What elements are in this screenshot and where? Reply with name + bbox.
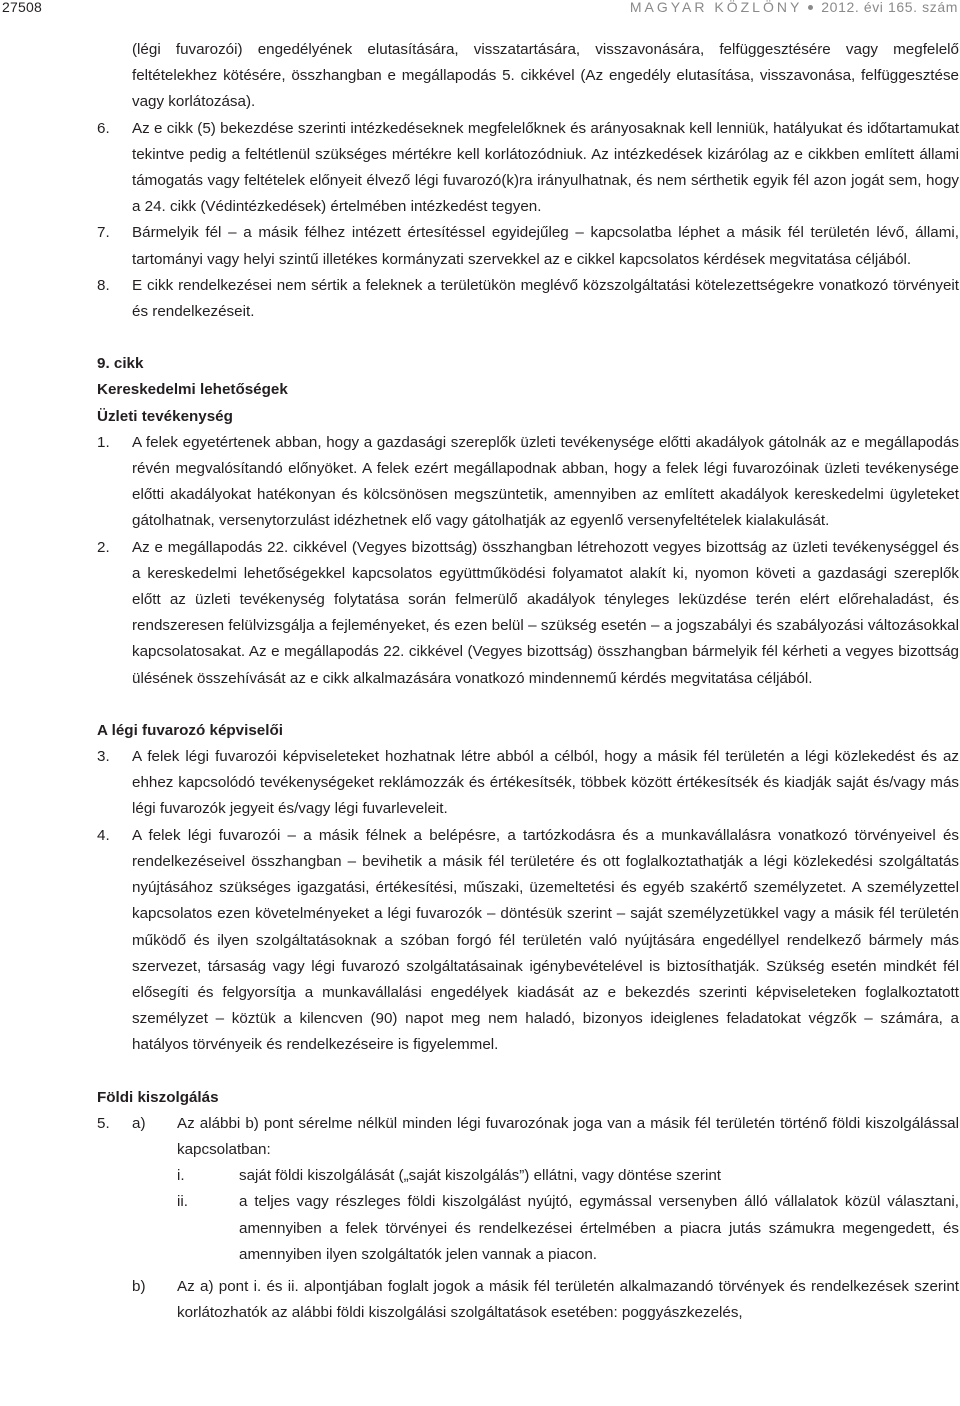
paragraph-number: 5. (97, 1114, 110, 1132)
paragraph-text: Az e cikk (5) bekezdése szerinti intézkedéseknek megfelelőknek és arányosaknak kell lenniük, hatályukat és időtartamukat tekintve pedig a feltétlenül szükséges mértékre kell korlátozódniuk. Az intézkedések kizárólag az e cikkben említett állami támogatás vagy feltételek előnyeit élvező légi fuvarozó(k)ra irányulhatnak, és nem sérthetik egyik fél azon jogát sem, hogy a 24. cikk (Védintézkedések) értelmében intézkedést tegyen. (132, 119, 959, 216)
paragraph-number: 1. (97, 433, 110, 451)
paragraph-7 (97, 220, 959, 272)
paragraph-number: 3. (97, 748, 110, 766)
point-letter: b) (132, 1277, 146, 1295)
article-title: Kereskedelmi lehetőségek (97, 381, 288, 399)
paragraph-8 (97, 273, 959, 325)
paragraph-text: Bármelyik fél – a másik félhez intézett értesítéssel egyidejűleg – kapcsolatba léphet a másik fél területén lévő, állami, tartományi vagy helyi szintű illetékes kormányzati szervekkel az e cikkel kapcsolatos kérdések megvitatása céljából. (132, 224, 959, 268)
paragraph-1 (97, 430, 959, 535)
paragraph-number: 7. (97, 224, 110, 242)
subpoint-i (97, 1163, 959, 1189)
paragraph-text: E cikk rendelkezései nem sértik a feleknek a területükön meglévő közszolgáltatási kötelezettségekre vonatkozó törvényeit és rendelkezéseit. (132, 276, 959, 321)
section-heading: Földi kiszolgálás (97, 1088, 219, 1106)
paragraph-5a (97, 1111, 959, 1163)
paragraph-2 (97, 535, 959, 692)
section-heading: Üzleti tevékenység (97, 407, 233, 425)
section-heading-block (97, 718, 959, 744)
paragraph-3 (97, 744, 959, 823)
article-heading (97, 351, 959, 430)
paragraph-text: Az e megállapodás 22. cikkével (Vegyes bizottság) összhangban létrehozott vegyes bizottság az üzleti tevékenységgel és a kereskedelmi lehetőségekkel kapcsolatos együttműködési folyamatot alakít ki, nyomon követi a gazdasági szereplők előtt az üzleti tevékenység folytatása során felmerülő akadályok tényleges leküzdése terén elért előrehaladást, és rendszeresen felülvizsgálja a fejleményeket, és ezen belül – szükség esetén – a jogszabályi és szabályozási változásokkal kapcsolatosakat. Az e megállapodás 22. cikkével (Vegyes bizottság) összhangban bármelyik fél kérheti a vegyes bizottság ülésének összehívását az e cikk alkalmazására vonatkozó mindennemű kérdés megvitatása céljából. (132, 538, 959, 687)
point-letter: a) (132, 1114, 146, 1132)
issue-label: 2012. évi 165. szám (821, 0, 958, 15)
subpoint-text: saját földi kiszolgálását („saját kiszolgálás”) ellátni, vagy döntése szerint (239, 1167, 722, 1185)
gazette-title: MAGYAR KÖZLÖNY (629, 0, 803, 15)
paragraph-number: 6. (97, 119, 110, 137)
page-header (0, 0, 960, 22)
paragraph-number: 8. (97, 276, 110, 294)
paragraph-text: A felek légi fuvarozói – a másik félnek a belépésre, a tartózkodásra és a munkavállalásra vonatkozó törvényeivel és rendelkezéseivel összhangban – bevihetik a másik fél területére és ott foglalkoztathatják a légi közlekedési szolgáltatás nyújtásához szükséges igazgatási, értékesítési, műszaki, üzemeltetési és egyéb szakértő személyzetet. A személyzettel kapcsolatos ezen követelményeket a légi fuvarozók – döntésük szerint – saját személyzetükkel vagy a másik fél területén működő és ilyen szolgáltatásoknak a szóban forgó fél területén való nyújtására engedéllyel rendelkező bármely más szervezet, társaság vagy légi fuvarozó szolgáltatásainak igénybevételével is biztosíthatják. Szükség esetén mindkét fél elősegíti és felgyorsítja a munkavállalási engedélyek kiadását az e bekezdés szerinti képviseleteken foglalkoztatott személyzet – köztük a kilencven (90) napot meg nem haladó, bizonyos ideiglenes feladatokat végzők – számára, a hatályos törvényeik és rendelkezéseire is figyelemmel. (132, 826, 959, 1054)
subpoint-number: ii. (177, 1193, 188, 1211)
subpoint-number: i. (177, 1167, 185, 1185)
paragraph-number: 4. (97, 826, 110, 844)
subpoint-text: a teljes vagy részleges földi kiszolgálást nyújtó, egymással versenyben álló vállalatok közül választani, amennyiben a felek törvényei és rendelkezései értelmében a piacra jutás számukra megengedett, és amennyiben ilyen szolgáltatók jelen vannak a piacon. (239, 1193, 959, 1263)
subpoint-ii (97, 1189, 959, 1268)
section-heading: A légi fuvarozó képviselői (97, 721, 283, 739)
document-body (97, 37, 959, 1326)
paragraph-continued (97, 37, 959, 116)
paragraph-text: Az a) pont i. és ii. alpontjában foglalt jogok a másik fél területén alkalmazandó törvények és rendelkezések szerint korlátozhatók az alábbi földi kiszolgálási szolgáltatások esetében: poggyászkezelés, (177, 1277, 959, 1322)
paragraph-5b (97, 1274, 959, 1326)
paragraph-text: A felek egyetértenek abban, hogy a gazdasági szereplők üzleti tevékenysége előtti akadályok gátolnák az e megállapodás révén megvalósítandó előnyöket. A felek ezért megállapodnak abban, hogy a felek légi fuvarozóinak üzleti tevékenysége előtti akadályokat hatékonyan és kölcsönösen megszüntetik, amennyiben az említett akadályok kereskedelmi ügyleteket gátolhatnak, versenytorzulást idézhetnek elő vagy gátolhatják az egyenlő versenyfeltételek kialakulását. (132, 433, 959, 530)
page-number: 27508 (2, 0, 42, 15)
gazette-label (630, 0, 960, 14)
bullet-icon (808, 5, 813, 10)
paragraph-text: (légi fuvarozói) engedélyének elutasítására, visszatartására, visszavonására, felfüggesztésére vagy megfelelő feltételekhez kötésére, összhangban e megállapodás 5. cikkével (Az engedély elutasítása, visszavonása, felfüggesztése vagy korlátozása). (132, 41, 959, 111)
paragraph-4 (97, 823, 959, 1059)
paragraph-6 (97, 116, 959, 221)
paragraph-text: Az alábbi b) pont sérelme nélkül minden légi fuvarozónak joga van a másik fél területén történő földi kiszolgálással kapcsolatban: (177, 1114, 959, 1158)
paragraph-text: A felek légi fuvarozói képviseleteket hozhatnak létre abból a célból, hogy a másik fél területén a légi közlekedést és az ehhez kapcsolódó tevékenységeket reklámozzák és értékesítsék, többek között értékesítsék és kiadják saját és/vagy más légi fuvarozók jegyeit és/vagy légi fuvarleveleit. (132, 748, 959, 818)
paragraph-number: 2. (97, 538, 110, 556)
section-heading-block (97, 1085, 959, 1111)
article-number: 9. cikk (97, 355, 144, 373)
